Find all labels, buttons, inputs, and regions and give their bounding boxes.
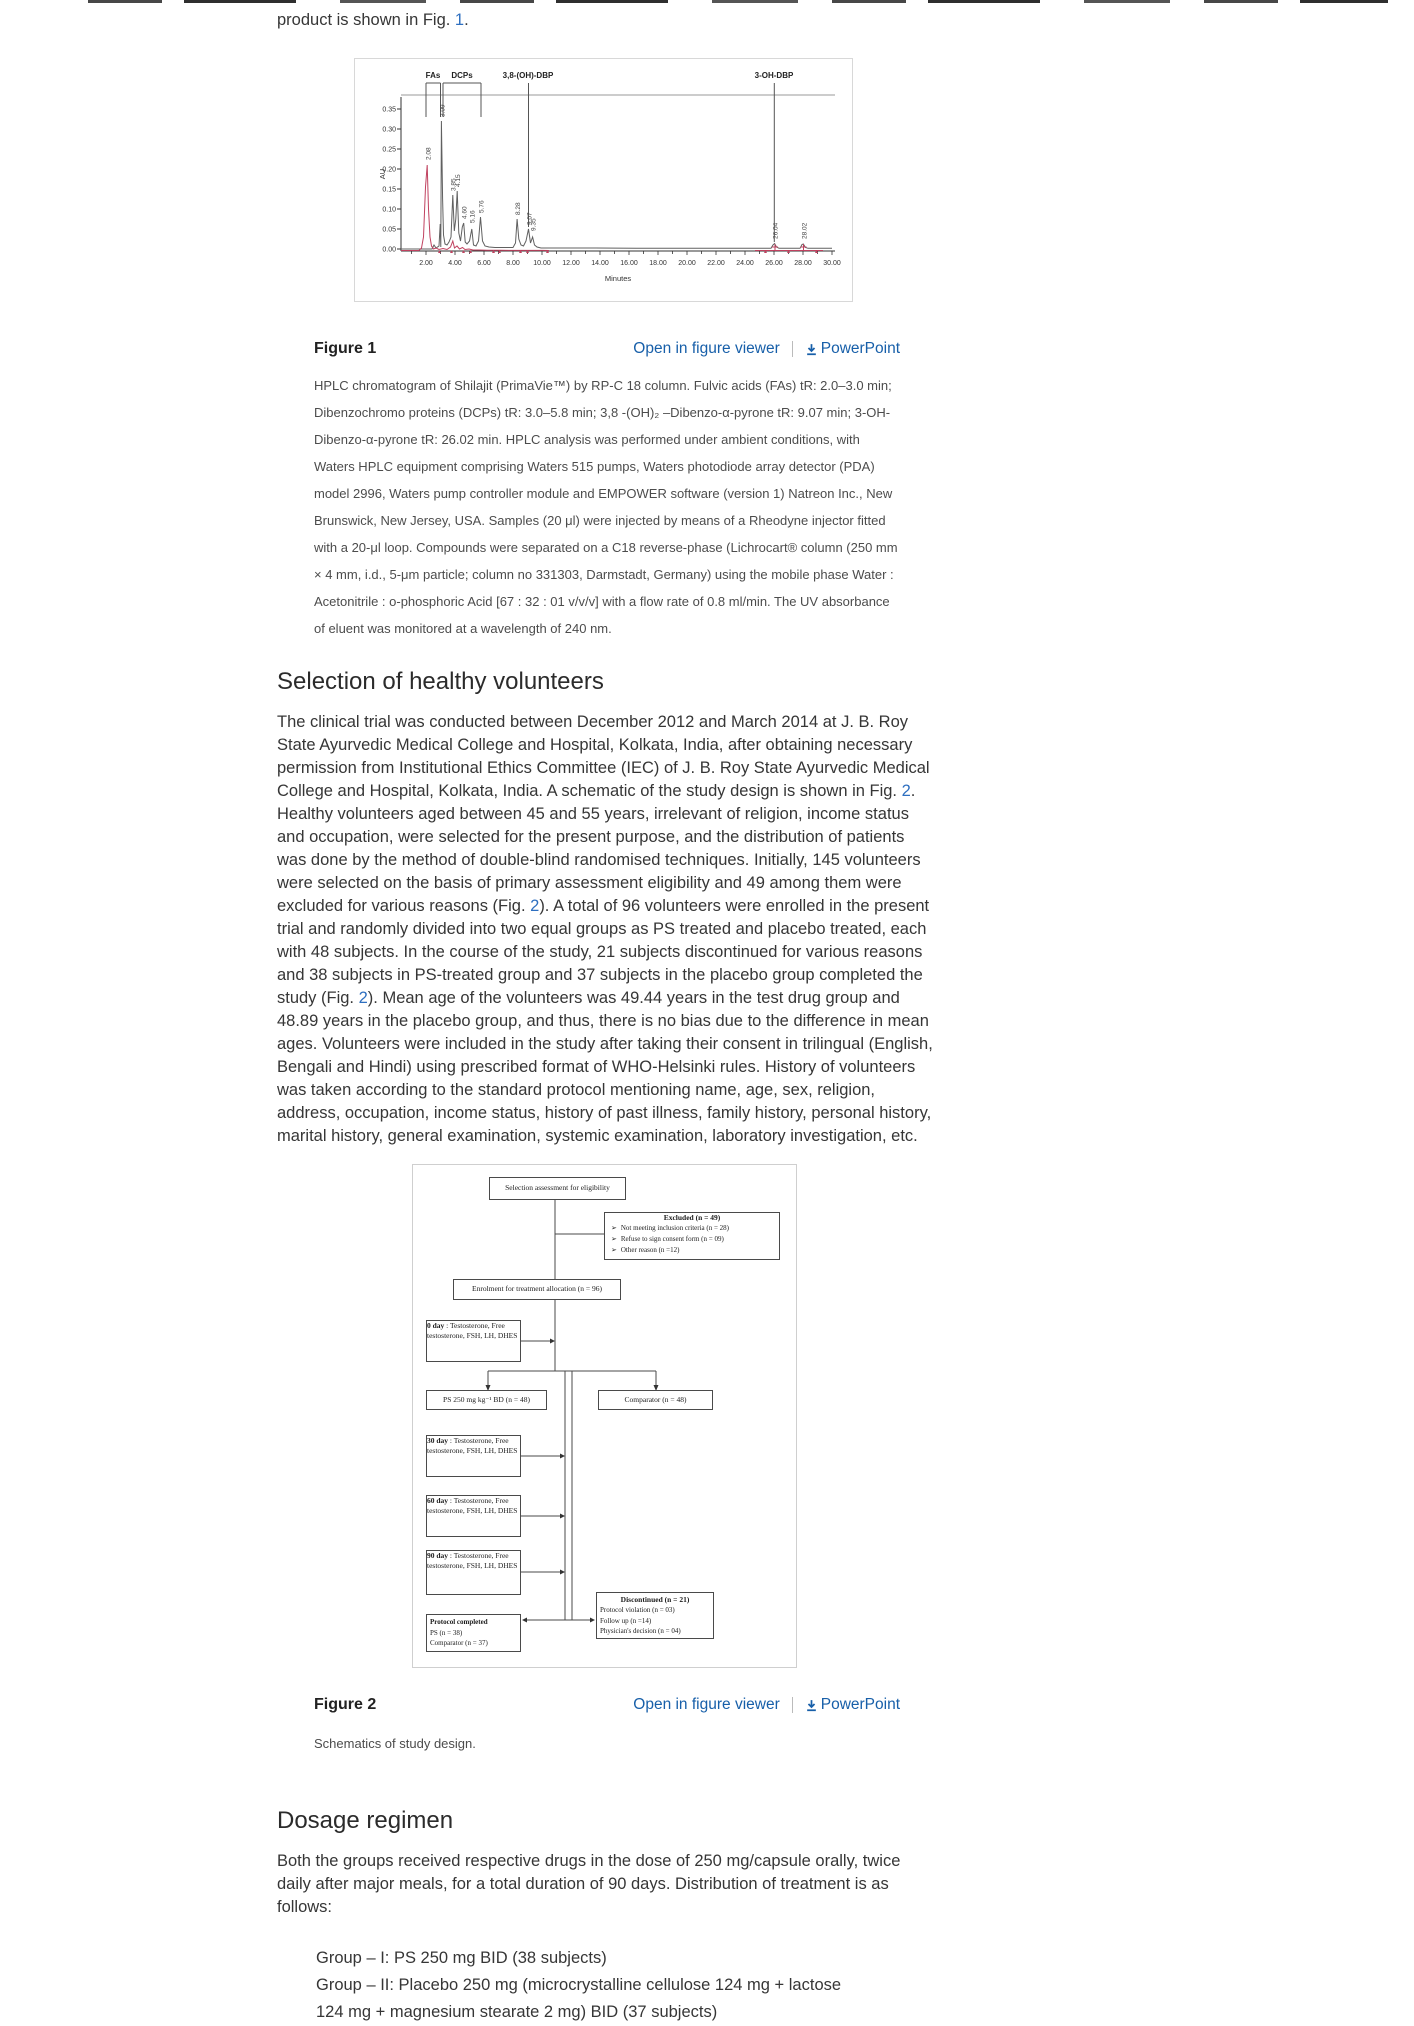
para-segment: ). Mean age of the volunteers was 49.44 years in the test drug group and 48.89 years in the placebo group, and thus, there is no bias due to the difference in mean ages. Volunteers were included in the study after taking their consent in trilingual (English, Bengali and Hindi) using prescribed format of WHO-Helsinki rules. History of volunteers was taken according to the standard protocol mentioning name, age, sex, religion, address, occupation, income status, history of past illness, family history, personal history, marital history, general examination, systemic examination, laboratory investigation, etc. (277, 989, 933, 1145)
figure1-caption: HPLC chromatogram of Shilajit (PrimaVie™) by RP-C 18 column. Fulvic acids (FAs) tR: 2.0–3.0 min; Dibenzochromo proteins (DCPs) tR: 3.0–5.8 min; 3,8 -(OH)₂ –Dibenzo-α-pyrone tR: 9.07 min; 3-OH- Dibenzo-α-pyrone tR: 26.02 min. HPLC analysis was performed under ambient conditions, with Waters HPLC equipment comprising Waters 515 pumps, Waters photodiode array detector (PDA) model 2996, Waters pump controller module and EMPOWER software (version 1) Natreon Inc., New Brunswick, New Jersey, USA. Samples (20 μl) were injected by means of a Rheodyne injector fitted with a 20-μl loop. Compounds were separated on a C18 reverse-phase (Lichrocart® column (250 mm × 4 mm, i.d., 5-μm particle; column no 331303, Darmstadt, Germany) using the mobile phase Water : Acetonitrile : o-phosphoric Acid [67 : 32 : 01 v/v/v] with a flow rate of 0.8 ml/min. The UV absorbance of eluent was monitored at a wavelength of 240 nm. (314, 378, 898, 636)
chromatogram-plot (355, 59, 852, 301)
download-icon (805, 1699, 818, 1712)
svg-text:9.07: 9.07 (526, 212, 534, 225)
flow-box-selection: Selection assessment for eligibility (489, 1177, 626, 1200)
figure1-reference-link[interactable]: 1 (454, 11, 465, 29)
svg-text:10.00: 10.00 (533, 260, 551, 267)
divider (792, 1697, 793, 1713)
region-label-dbp2: 3-OH-DBP (754, 71, 794, 80)
svg-text:28.02: 28.02 (801, 222, 809, 239)
svg-text:2.00: 2.00 (419, 260, 433, 267)
svg-text:0.15: 0.15 (382, 186, 396, 194)
flow-box-day0: 0 day : Testosterone, Free testosterone, FSH, LH, DHES (426, 1320, 521, 1362)
svg-text:18.00: 18.00 (649, 260, 667, 267)
clipped-text-strip (88, 0, 1388, 3)
figure1-meta (314, 340, 900, 642)
dosage-paragraph: Both the groups received respective drugs in the dose of 250 mg/capsule orally, twice daily after major meals, for a total duration of 90 days. Distribution of treatment is as follows: (277, 1852, 901, 1916)
region-label-dcps: DCPs (451, 71, 473, 80)
region-label-dbp1: 3,8-(OH)-DBP (502, 71, 554, 80)
svg-text:4.00: 4.00 (448, 260, 462, 267)
y-axis-title: AU (378, 168, 387, 180)
figure1-open-viewer-link[interactable]: Open in figure viewer (633, 340, 780, 357)
para-segment: . Healthy volunteers aged between 45 and 55 years, irrelevant of religion, income status and occupation, were selected for the present purpose, and the distribution of patients was done by the method of double-blind randomised techniques. Initially, 145 volunteers were selected on the basis of primary assessment eligibility and 49 among them were excluded for various reasons (Fig. (277, 782, 921, 915)
figure2-open-viewer-link[interactable]: Open in figure viewer (633, 1696, 780, 1713)
intro-paragraph (277, 9, 935, 32)
figure1-powerpoint-link[interactable]: PowerPoint (805, 340, 900, 358)
flow-box-discontinued: Discontinued (n = 21) Protocol violation (n = 03) Follow up (n =14) Physician's decision (n = 04) (596, 1592, 714, 1639)
y-tick-marks (397, 109, 401, 249)
para-segment: The clinical trial was conducted between December 2012 and March 2014 at J. B. Roy State Ayurvedic Medical College and Hospital, Kolkata, India, after obtaining necessary permission from Institutional Ethics Committee (IEC) of J. B. Roy State Ayurvedic Medical College and Hospital, Kolkata, India. A schematic of the study design is shown in Fig. (277, 713, 930, 800)
svg-text:0.05: 0.05 (382, 226, 396, 234)
figure2-powerpoint-link[interactable]: PowerPoint (805, 1696, 900, 1714)
svg-text:28.00: 28.00 (794, 260, 812, 267)
x-tick-marks (412, 251, 833, 255)
treatment-groups (316, 1945, 861, 2026)
svg-text:30.00: 30.00 (823, 260, 841, 267)
svg-text:5.76: 5.76 (478, 200, 486, 213)
svg-text:9.35: 9.35 (530, 218, 538, 231)
x-axis-title: Minutes (604, 274, 632, 283)
svg-text:0.30: 0.30 (382, 126, 396, 134)
group-line-2: Group – II: Placebo 250 mg (microcrystalline cellulose 124 mg + lactose 124 mg + magnesium stearate 2 mg) BID (37 subjects) (316, 1976, 842, 2021)
sample-trace (401, 121, 832, 249)
figure2-meta (314, 1696, 900, 1757)
svg-text:16.00: 16.00 (620, 260, 638, 267)
svg-text:3.85: 3.85 (450, 178, 458, 191)
svg-text:8.28: 8.28 (515, 202, 522, 215)
svg-text:5.16: 5.16 (469, 210, 477, 223)
flow-box-comparator-arm: Comparator (n = 48) (598, 1390, 713, 1410)
svg-text:0.10: 0.10 (382, 206, 396, 214)
figure1-label: Figure 1 (314, 340, 377, 357)
flow-box-day30: 30 day : Testosterone, Free testosterone, FSH, LH, DHES (426, 1435, 521, 1477)
intro-text: product is shown in Fig. (277, 11, 455, 29)
svg-text:26.00: 26.00 (765, 260, 783, 267)
peak-labels (426, 104, 809, 239)
flow-box-enrolment: Enrolment for treatment allocation (n = 96) (453, 1279, 621, 1300)
flow-box-protocol-completed: Protocol completed PS (n = 38) Comparator (n = 37) (426, 1614, 521, 1652)
svg-text:0.00: 0.00 (382, 246, 396, 254)
section-heading-selection: Selection of healthy volunteers (277, 668, 604, 695)
excluded-title: Excluded (n = 49) (663, 1213, 721, 1222)
svg-text:3.09: 3.09 (439, 104, 447, 117)
figure2-caption: Schematics of study design. (314, 1736, 476, 1751)
flow-box-day60: 60 day : Testosterone, Free testosterone, FSH, LH, DHES (426, 1495, 521, 1537)
article-column (277, 9, 935, 2026)
figure2-image[interactable] (412, 1164, 797, 1668)
svg-text:22.00: 22.00 (707, 260, 725, 267)
svg-text:12.00: 12.00 (562, 260, 580, 267)
excluded-item: ➢ Not meeting inclusion criteria (n = 28) (611, 1224, 730, 1233)
x-axis-labels (419, 260, 841, 267)
svg-text:2.08: 2.08 (425, 147, 433, 160)
svg-text:4.60: 4.60 (461, 206, 469, 219)
region-label-fas: FAs (425, 71, 441, 80)
section-heading-dosage: Dosage regimen (277, 1807, 454, 1834)
svg-text:6.00: 6.00 (477, 260, 491, 267)
figure1-image[interactable] (354, 58, 853, 302)
flow-box-ps-arm: PS 250 mg kg⁻¹ BD (n = 48) (426, 1390, 547, 1410)
svg-text:0.20: 0.20 (382, 166, 396, 174)
svg-text:0.25: 0.25 (382, 146, 396, 154)
svg-text:0.35: 0.35 (382, 106, 396, 114)
download-icon (805, 343, 818, 356)
excluded-item: ➢ Other reason (n =12) (611, 1246, 680, 1255)
divider (792, 341, 793, 357)
flow-box-day90: 90 day : Testosterone, Free testosterone, FSH, LH, DHES (426, 1550, 521, 1595)
figure2-reference-link[interactable]: 2 (530, 897, 540, 915)
svg-text:26.04: 26.04 (772, 222, 780, 239)
svg-text:8.00: 8.00 (506, 260, 520, 267)
axes (401, 97, 835, 251)
flow-box-excluded (604, 1212, 780, 1260)
figure1-actions-row (314, 340, 900, 358)
figure2-reference-link[interactable]: 2 (901, 782, 911, 800)
svg-text:24.00: 24.00 (736, 260, 754, 267)
intro-text-after: . (464, 11, 469, 29)
figure2-actions-row (314, 1696, 900, 1714)
figure2-reference-link[interactable]: 2 (358, 989, 368, 1007)
svg-text:4.15: 4.15 (455, 174, 462, 187)
excluded-item: ➢ Refuse to sign consent form (n = 09) (611, 1235, 724, 1244)
selection-paragraph (277, 711, 935, 1148)
group-line-1: Group – I: PS 250 mg BID (38 subjects) (316, 1949, 607, 1967)
svg-text:14.00: 14.00 (591, 260, 609, 267)
region-brackets (426, 83, 774, 242)
figure2-label: Figure 2 (314, 1696, 377, 1713)
para-segment: ). A total of 96 volunteers were enrolled in the present trial and randomly divided into two equal groups as PS treated and placebo treated, each with 48 subjects. In the course of the study, 21 subjects discontinued for various reasons and 38 subjects in PS-treated group and 37 subjects in the placebo group completed the study (Fig. (277, 897, 930, 1007)
svg-text:20.00: 20.00 (678, 260, 696, 267)
